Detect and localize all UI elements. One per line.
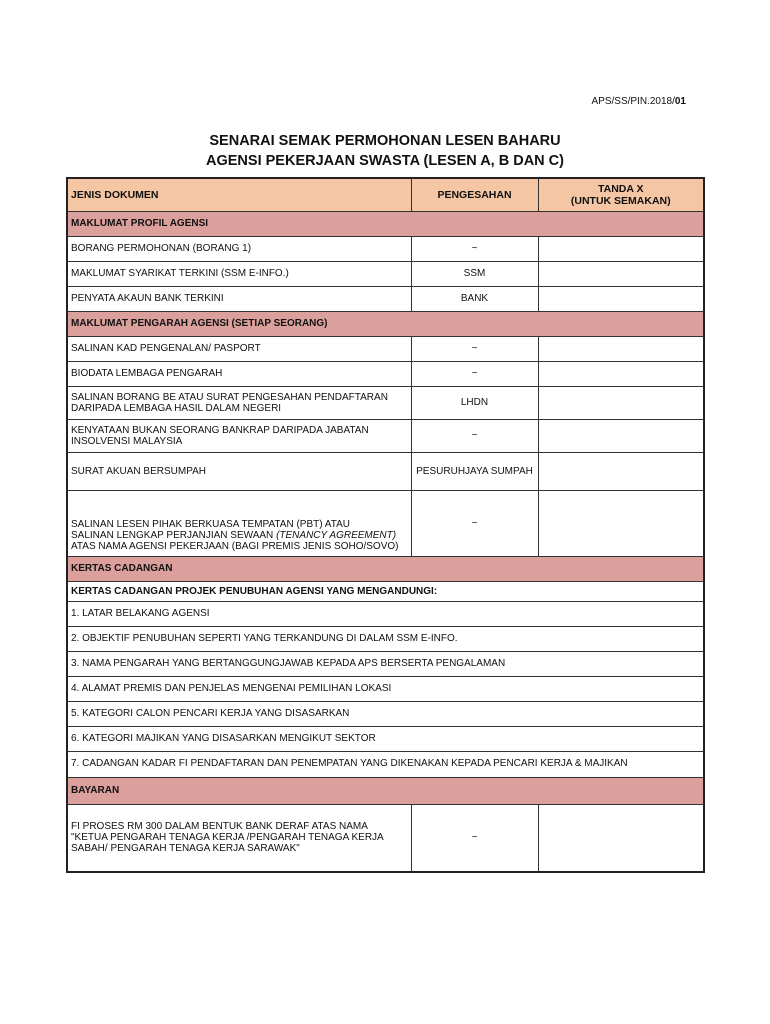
table-row [67, 419, 704, 452]
kertas-item: 6. KATEGORI MAJIKAN YANG DISASARKAN MENGIKUT SEKTOR [67, 726, 704, 751]
table-row [67, 236, 704, 261]
list-item [67, 726, 704, 751]
kertas-item: 3. NAMA PENGARAH YANG BERTANGGUNGJAWAB KEPADA APS BERSERTA PENGALAMAN [67, 651, 704, 676]
doc-cell: BIODATA LEMBAGA PENGARAH [67, 361, 411, 386]
section-title-bayaran: BAYARAN [67, 777, 704, 804]
section-title-pengarah: MAKLUMAT PENGARAH AGENSI (SETIAP SEORANG) [67, 311, 704, 336]
list-item [67, 676, 704, 701]
pengesahan-cell: ~ [411, 804, 538, 872]
pengesahan-cell: BANK [411, 286, 538, 311]
table-row [67, 286, 704, 311]
kertas-item: 7. CADANGAN KADAR FI PENDAFTARAN DAN PENEMPATAN YANG DIKENAKAN KEPADA PENCARI KERJA & MAJIKAN [67, 751, 704, 777]
checkbox-cell[interactable] [538, 261, 704, 286]
table-row [67, 386, 704, 419]
checkbox-cell[interactable] [538, 452, 704, 490]
section-row [67, 777, 704, 804]
title-line-1: SENARAI SEMAK PERMOHONAN LESEN BAHARU [209, 133, 561, 149]
reference-number: APS/SS/PIN.2018/01 [591, 96, 686, 107]
list-item [67, 701, 704, 726]
table-row [67, 336, 704, 361]
doc-cell: PENYATA AKAUN BANK TERKINI [67, 286, 411, 311]
checkbox-cell[interactable] [538, 361, 704, 386]
section-title-kertas: KERTAS CADANGAN [67, 556, 704, 581]
list-item [67, 626, 704, 651]
doc-cell: FI PROSES RM 300 DALAM BENTUK BANK DERAF ATAS NAMA "KETUA PENGARAH TENAGA KERJA /PENGARAH TENAGA KERJA SABAH/ PENGARAH TENAGA KERJA SARAWAK" [67, 804, 411, 872]
kertas-heading-row [67, 581, 704, 601]
list-item [67, 751, 704, 777]
table-row [67, 804, 704, 872]
list-item [67, 601, 704, 626]
section-row [67, 556, 704, 581]
kertas-item: 5. KATEGORI CALON PENCARI KERJA YANG DISASARKAN [67, 701, 704, 726]
doc-cell: SALINAN BORANG BE ATAU SURAT PENGESAHAN PENDAFTARAN DARIPADA LEMBAGA HASIL DALAM NEGERI [67, 386, 411, 419]
doc-cell: KENYATAAN BUKAN SEORANG BANKRAP DARIPADA JABATAN INSOLVENSI MALAYSIA [67, 419, 411, 452]
checkbox-cell[interactable] [538, 490, 704, 556]
section-title-profil: MAKLUMAT PROFIL AGENSI [67, 211, 704, 236]
kertas-item: 4. ALAMAT PREMIS DAN PENJELAS MENGENAI PEMILIHAN LOKASI [67, 676, 704, 701]
doc-cell: MAKLUMAT SYARIKAT TERKINI (SSM E-INFO.) [67, 261, 411, 286]
checkbox-cell[interactable] [538, 386, 704, 419]
kertas-heading: KERTAS CADANGAN PROJEK PENUBUHAN AGENSI YANG MENGANDUNGI: [67, 581, 704, 601]
checkbox-cell[interactable] [538, 286, 704, 311]
pengesahan-cell: SSM [411, 261, 538, 286]
pengesahan-cell: ~ [411, 336, 538, 361]
doc-cell: SALINAN KAD PENGENALAN/ PASPORT [67, 336, 411, 361]
table-row [67, 490, 704, 556]
pengesahan-cell: PESURUHJAYA SUMPAH [411, 452, 538, 490]
table-row [67, 261, 704, 286]
header-tanda-x: TANDA X (UNTUK SEMAKAN) [538, 178, 704, 211]
kertas-item: 2. OBJEKTIF PENUBUHAN SEPERTI YANG TERKANDUNG DI DALAM SSM E-INFO. [67, 626, 704, 651]
section-row [67, 311, 704, 336]
table-header-row [67, 178, 704, 211]
checklist-table [66, 177, 705, 873]
pengesahan-cell: ~ [411, 419, 538, 452]
pengesahan-cell: ~ [411, 361, 538, 386]
list-item [67, 651, 704, 676]
pengesahan-cell: LHDN [411, 386, 538, 419]
pengesahan-cell: ~ [411, 490, 538, 556]
table-row [67, 452, 704, 490]
title-line-2: AGENSI PEKERJAAN SWASTA (LESEN A, B DAN C) [206, 153, 564, 169]
doc-cell: SALINAN LESEN PIHAK BERKUASA TEMPATAN (PBT) ATAU SALINAN LENGKAP PERJANJIAN SEWAAN (TENANCY AGREEMENT) ATAS NAMA AGENSI PEKERJAAN (BAGI PREMIS JENIS SOHO/SOVO) [67, 490, 411, 556]
header-jenis-dokumen: JENIS DOKUMEN [67, 178, 411, 211]
doc-cell: SURAT AKUAN BERSUMPAH [67, 452, 411, 490]
checkbox-cell[interactable] [538, 419, 704, 452]
page-title [0, 131, 770, 171]
checkbox-cell[interactable] [538, 236, 704, 261]
checkbox-cell[interactable] [538, 336, 704, 361]
checkbox-cell[interactable] [538, 804, 704, 872]
section-row [67, 211, 704, 236]
header-pengesahan: PENGESAHAN [411, 178, 538, 211]
doc-cell: BORANG PERMOHONAN (BORANG 1) [67, 236, 411, 261]
pengesahan-cell: ~ [411, 236, 538, 261]
kertas-item: 1. LATAR BELAKANG AGENSI [67, 601, 704, 626]
table-row [67, 361, 704, 386]
